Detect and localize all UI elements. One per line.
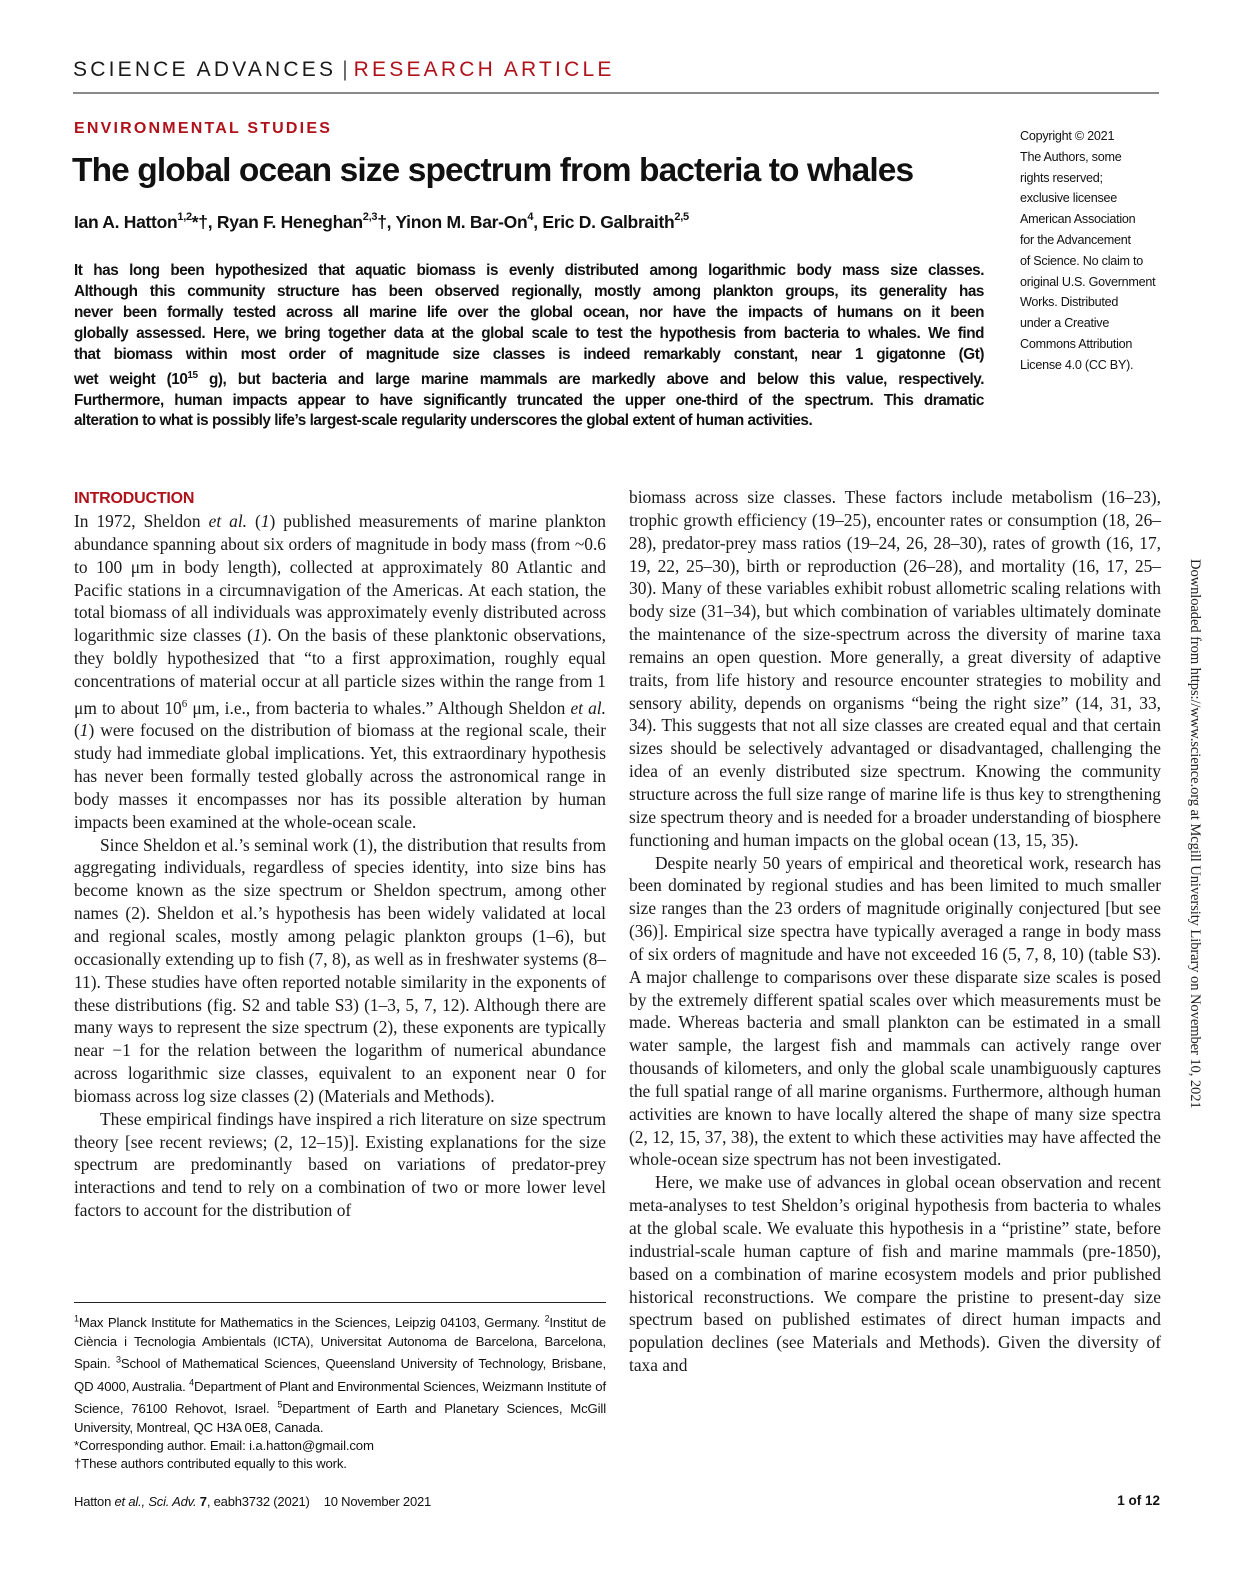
header-rule bbox=[73, 92, 1159, 94]
author-name[interactable]: Ian A. Hatton bbox=[74, 212, 178, 232]
footnote-rule bbox=[74, 1302, 606, 1303]
body-column-left bbox=[74, 488, 606, 1222]
affil-number: 2 bbox=[544, 1314, 550, 1324]
abstract-line: It has long been hypothesized that aquatic biomass is evenly distributed among logarithmic body mass size classes. bbox=[74, 262, 984, 279]
text-run: ) were focused on the distribution of biomass at the regional scale, their study had immediate global implications. Yet, this extraordinary hypothesis has never been formally tested globally across the astronomical range in body masses it encompasses nor has its possible alteration by human impacts been examined at the whole-ocean scale. bbox=[74, 720, 606, 832]
text-run: ) published measurements of marine plankton abundance spanning about six orders of magnitude in body mass (from ~0.6 to 100 μm in body length), collected at approximately 80 Atlantic and Pacific stations in a circumnavigation of the Americas. At each station, the total biomass of all individuals was approximately evenly distributed across logarithmic size classes ( bbox=[74, 511, 606, 646]
article-type: RESEARCH ARTICLE bbox=[353, 58, 615, 81]
copyright-line: The Authors, some bbox=[1020, 149, 1122, 164]
copyright-line: for the Advancement bbox=[1020, 232, 1131, 247]
page-number: 1 of 12 bbox=[1117, 1493, 1160, 1508]
author-affiliation: 4 bbox=[527, 211, 534, 224]
abstract-line: that biomass within most order of magnitude size classes is indeed remarkably constant, near 1 gigatonne (Gt) bbox=[74, 345, 984, 363]
abstract-text: g), but bacteria and large marine mammals are markedly above and below this value, respectively. bbox=[197, 370, 985, 388]
affil-text: Department of Plant and Environmental Sciences, Weizmann Institute of Science, 76100 Rehovot, Israel. bbox=[74, 1378, 606, 1417]
copyright-line: Works. Distributed bbox=[1020, 295, 1119, 310]
author-marks: † bbox=[377, 212, 387, 232]
copyright-notice bbox=[1020, 126, 1170, 376]
author-list: Ian A. Hatton$^{1,2}$*†, Ryan F. Heneghan$^{2,3}$†, Yinon M. Bar-On$^4$, Eric D. Galbraith$^{2,5}$ bbox=[74, 211, 689, 232]
affil-text: Max Planck Institute for Mathematics in the Sciences, Leipzig 04103, Germany. bbox=[78, 1315, 540, 1331]
copyright-line: rights reserved; bbox=[1020, 170, 1103, 185]
copyright-line: of Science. No claim to bbox=[1020, 253, 1144, 268]
header-separator: | bbox=[342, 58, 348, 81]
body-column-right bbox=[629, 486, 1161, 1377]
body-paragraph: Here, we make use of advances in global ocean observation and recent meta-analyses to test Sheldon’s original hypothesis from bacteria to whales at the global scale. We evaluate this hypothesis in a “pristine” state, before industrial-scale human capture of fish and marine mammals (pre-1850), based on a combination of marine ecosystem models and prior published historical reconstructions. We compare the pristine to present-day size spectrum based on published estimates of direct human impacts and population declines (see Materials and Methods). Given the diversity of taxa and bbox=[629, 1172, 1161, 1376]
affil-text: Institut de Ciència i Tecnologia Ambientals (ICTA), Universitat Autonoma de Barcelona, Barcelona, Spain. bbox=[74, 1315, 606, 1372]
body-paragraph: Despite nearly 50 years of empirical and theoretical work, research has been dominated by regional studies and has been limited to much smaller size ranges than the 23 orders of magnitude originally conjectured [but see (36)]. Empirical size spectra have typically averaged a range in body mass of six orders of magnitude and have not exceeded 16 (5, 7, 8, 10) (table S3). A major challenge to comparisons over these disparate size scales is posed by the extremely different spatial scales over which measurements must be made. Whereas bacteria and small plankton can be estimated in a small water sample, the largest fish and mammals can actively range over thousands of kilometers, and only the global scale unambiguously captures the full spatial range of all marine organisms. Furthermore, although human activities are known to have locally altered the shape of many size spectra (2, 12, 15, 37, 38), the extent to which these activities may have affected the whole-ocean size spectrum has not been investigated. bbox=[629, 852, 1161, 1170]
copyright-line: Copyright © 2021 bbox=[1020, 129, 1115, 143]
abstract-line: Furthermore, human impacts appear to have significantly truncated the upper one-third of the spectrum. This dramatic bbox=[74, 391, 984, 409]
abstract-text: wet weight (10 bbox=[74, 370, 188, 388]
article-title: The global ocean size spectrum from bacteria to whales bbox=[72, 152, 914, 189]
text-run: In 1972, Sheldon bbox=[74, 511, 209, 531]
text-run: et al. bbox=[208, 511, 248, 531]
abstract-line bbox=[74, 366, 984, 391]
copyright-line: exclusive licensee bbox=[1020, 191, 1118, 206]
journal-header bbox=[73, 58, 615, 82]
corresponding-author[interactable]: *Corresponding author. Email: i.a.hatton@gmail.com bbox=[74, 1437, 374, 1453]
footer-etal: et al. bbox=[114, 1494, 142, 1509]
text-run: μm, i.e., from bacteria to whales.” Although Sheldon bbox=[187, 697, 571, 718]
author-name[interactable]: Yinon M. Bar-On bbox=[395, 212, 528, 232]
abstract-line: never been formally tested across all marine life over the global ocean, nor have the impacts of humans on it been bbox=[74, 303, 984, 321]
footnotes bbox=[74, 1310, 606, 1473]
affil-text: Department of Earth and Planetary Sciences, McGill University, Montreal, QC H3A 0E8, Canada. bbox=[74, 1401, 606, 1435]
exponent: 6 bbox=[181, 697, 188, 710]
copyright-line: Commons Attribution bbox=[1020, 336, 1133, 351]
author-name[interactable]: Ryan F. Heneghan bbox=[216, 212, 363, 232]
body-paragraph: These empirical findings have inspired a rich literature on size spectrum theory [see recent reviews; (2, 12–15)]. Existing explanations for the size spectrum are predominantly based on variations of predator-prey interactions and tend to rely on a combination of two or more lower level factors to account for the distribution of bbox=[74, 1108, 606, 1221]
footer-volume: 7 bbox=[199, 1494, 207, 1509]
footer-date: 10 November 2021 bbox=[323, 1494, 432, 1509]
citation-link[interactable]: 1 bbox=[252, 625, 262, 646]
abstract-line: Although this community structure has been observed regionally, mostly among plankton groups, its generality has bbox=[74, 282, 984, 300]
footer-journal: , Sci. Adv. bbox=[141, 1494, 200, 1509]
equal-contribution-note: †These authors contributed equally to this work. bbox=[74, 1455, 347, 1471]
introduction-heading: INTRODUCTION bbox=[74, 490, 195, 507]
journal-name: SCIENCE ADVANCES bbox=[73, 58, 337, 81]
footer-author: Hatton bbox=[74, 1494, 115, 1509]
body-paragraph: biomass across size classes. These factors include metabolism (16–23), trophic growth efficiency (19–25), encounter rates or consumption (18, 26–28), predator-prey mass ratios (19–24, 26, 28–30), rates of growth (16, 17, 19, 22, 25–30), birth or reproduction (26–28), and mortality (16, 17, 25–30). Many of these variables exhibit robust allometric scaling relations with body size (31–34), but which combination of variables ultimately dominate the maintenance of the size-spectrum across the diversity of marine taxa remains an open question. More generally, a great diversity of adaptive traits, from life history and resource encounter strategies to mobility and sensory ability, depends on organisms “being the right size” (14, 31, 33, 34). This suggests that not all size classes are created equal and that certain sizes should be selectively advantaged or disadvantaged, challenging the idea of an evenly distributed size spectrum. Knowing the community structure across the full size range of marine life is thus key to strengthening size spectrum theory and is needed for a broader understanding of biosphere functioning and human impacts on the global ocean (13, 15, 35). bbox=[629, 487, 1161, 850]
affil-number: 5 bbox=[277, 1399, 283, 1410]
text-run: ( bbox=[247, 511, 261, 531]
footer-article: , eabh3732 (2021) bbox=[206, 1494, 310, 1509]
author-affiliation: 1,2 bbox=[177, 211, 192, 224]
abstract-line: globally assessed. Here, we bring together data at the global scale to test the hypothesis from bacteria to whales. We find bbox=[74, 324, 984, 342]
copyright-line: original U.S. Government bbox=[1020, 274, 1156, 289]
copyright-line: License 4.0 (CC BY). bbox=[1020, 357, 1134, 372]
abstract-exponent: 15 bbox=[187, 369, 198, 381]
author-name[interactable]: Eric D. Galbraith bbox=[542, 212, 675, 232]
section-label: ENVIRONMENTAL STUDIES bbox=[74, 120, 333, 137]
affil-number: 1 bbox=[74, 1314, 79, 1324]
affil-number: 4 bbox=[189, 1377, 195, 1388]
citation-link[interactable]: 1 bbox=[79, 720, 89, 741]
text-run: et al. bbox=[570, 697, 606, 718]
footer-citation bbox=[74, 1494, 431, 1509]
abstract bbox=[74, 261, 984, 432]
affiliations bbox=[74, 1315, 606, 1434]
copyright-line: under a Creative bbox=[1020, 316, 1110, 331]
text-run: ). On the basis of these planktonic observations, they boldly hypothesized that “to a first approximation, roughly equal concentrations of material occur at all particle sizes within the range from 1 μm to about 10 bbox=[74, 625, 606, 718]
author-affiliation: 2,3 bbox=[362, 211, 378, 224]
body-paragraph bbox=[74, 510, 606, 834]
affil-number: 3 bbox=[116, 1354, 121, 1365]
text-run: ( bbox=[74, 720, 80, 741]
citation-link[interactable]: 1 bbox=[260, 511, 270, 531]
body-paragraph: Since Sheldon et al.’s seminal work (1), the distribution that results from aggregating individuals, regardless of species identity, into size bins has become known as the size spectrum or Sheldon spectrum, among other names (2). Sheldon et al.’s hypothesis has been widely validated at local and regional scales, mostly among pelagic plankton groups (1–6), but occasionally extending up to fish (7, 8), as well as in freshwater systems (8–11). These studies have often reported notable similarity in the exponents of these distributions (fig. S2 and table S3) (1–3, 5, 7, 12). Although there are many ways to represent the size spectrum (2), these exponents are typically near −1 for the relation between the logarithm of numerical abundance across logarithmic size classes, equivalent to an exponent near 0 for biomass across log size classes (2) (Materials and Methods). bbox=[74, 834, 606, 1106]
author-affiliation: 2,5 bbox=[674, 211, 689, 224]
author-marks: *† bbox=[191, 212, 208, 232]
download-notice: Downloaded from https://www.science.org at Mcgill University Library on November 10, 2021 bbox=[1187, 559, 1203, 1109]
abstract-line: alteration to what is possibly life’s largest-scale regularity underscores the global extent of human activities. bbox=[74, 412, 813, 430]
affil-text: School of Mathematical Sciences, Queensland University of Technology, Brisbane, QD 4000, Australia. bbox=[74, 1356, 606, 1394]
copyright-line: American Association bbox=[1020, 212, 1136, 227]
